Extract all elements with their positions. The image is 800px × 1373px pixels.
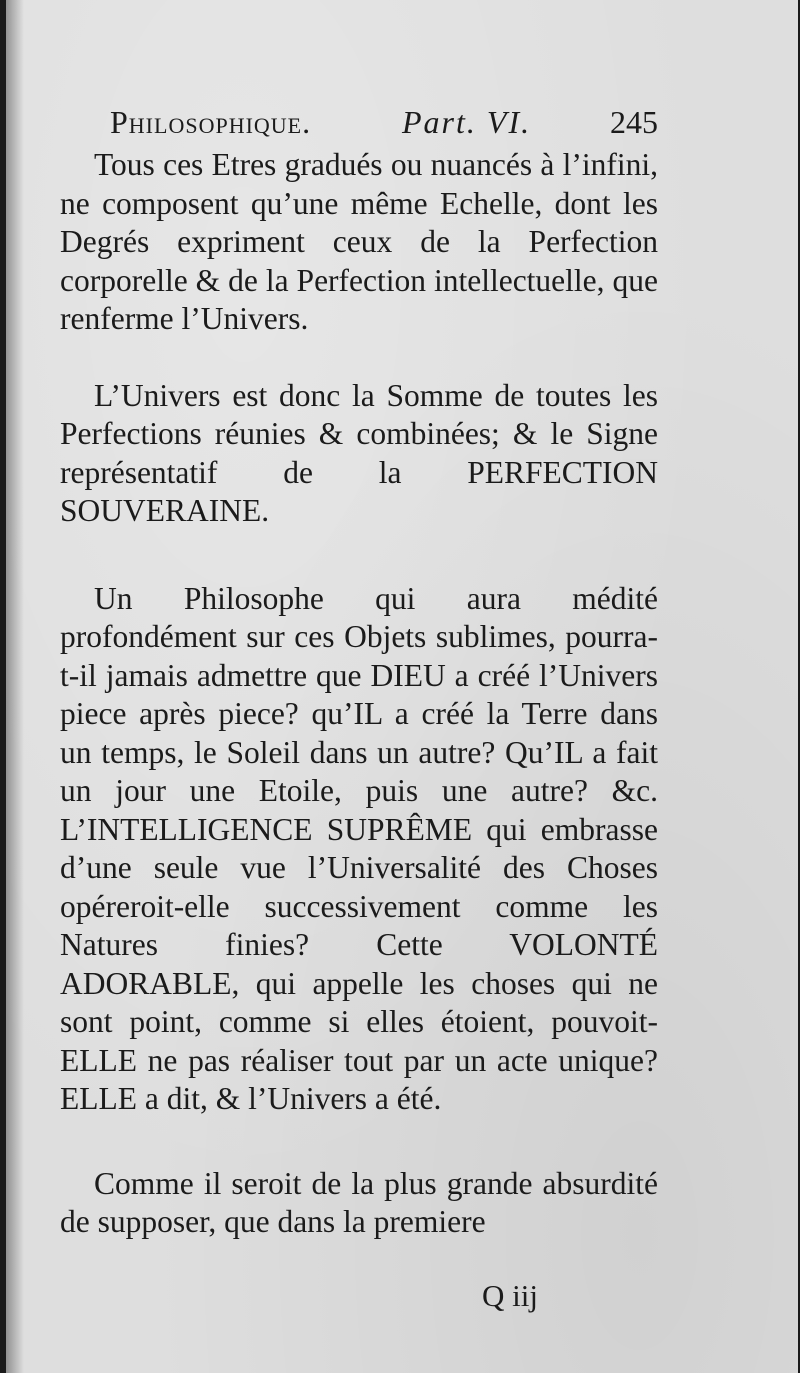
paragraph: Un Philosophe qui aura médité profondément sur ces Objets sublimes, pourra-t-il jamais admettre que DIEU a créé l’Univers piece après piece? qu’IL a créé la Terre dans un temps, le Soleil dans un autre? Qu’IL a fait un jour une Etoile, puis une autre? &c. L’INTELLIGENCE SUPRÊME qui embrasse d’une seule vue l’Universalité des Choses opéreroit-elle successivement comme les Natures finies? Cette VOLONTÉ ADORABLE, qui appelle les choses qui ne sont point, comme si elles étoient, pouvoit-ELLE ne pas réaliser tout par un acte unique? ELLE a dit, & l’Univers a été. (60, 580, 658, 1116)
running-head: Philosophique. (110, 104, 312, 140)
part-label: Part. VI. (402, 104, 532, 140)
body-text (60, 146, 658, 1242)
paragraph: L’Univers est donc la Somme de toutes les Perfections réunies & combinées; & le Signe représentatif de la PERFECTION SOUVERAINE. (60, 377, 658, 528)
page-edge-shadow (6, 0, 24, 1373)
paragraph: Tous ces Etres gradués ou nuancés à l’infini, ne composent qu’une même Echelle, dont les Degrés expriment ceux de la Perfection corporelle & de la Perfection intellectuelle, que renferme l’Univers. (60, 147, 658, 336)
page-header (110, 100, 658, 144)
paragraph: Comme il seroit de la plus grande absurdité de supposer, que dans la premiere (60, 1165, 658, 1239)
book-page (6, 0, 798, 1373)
signature-mark: Q iij (482, 1278, 538, 1313)
page-number: 245 (610, 104, 658, 140)
